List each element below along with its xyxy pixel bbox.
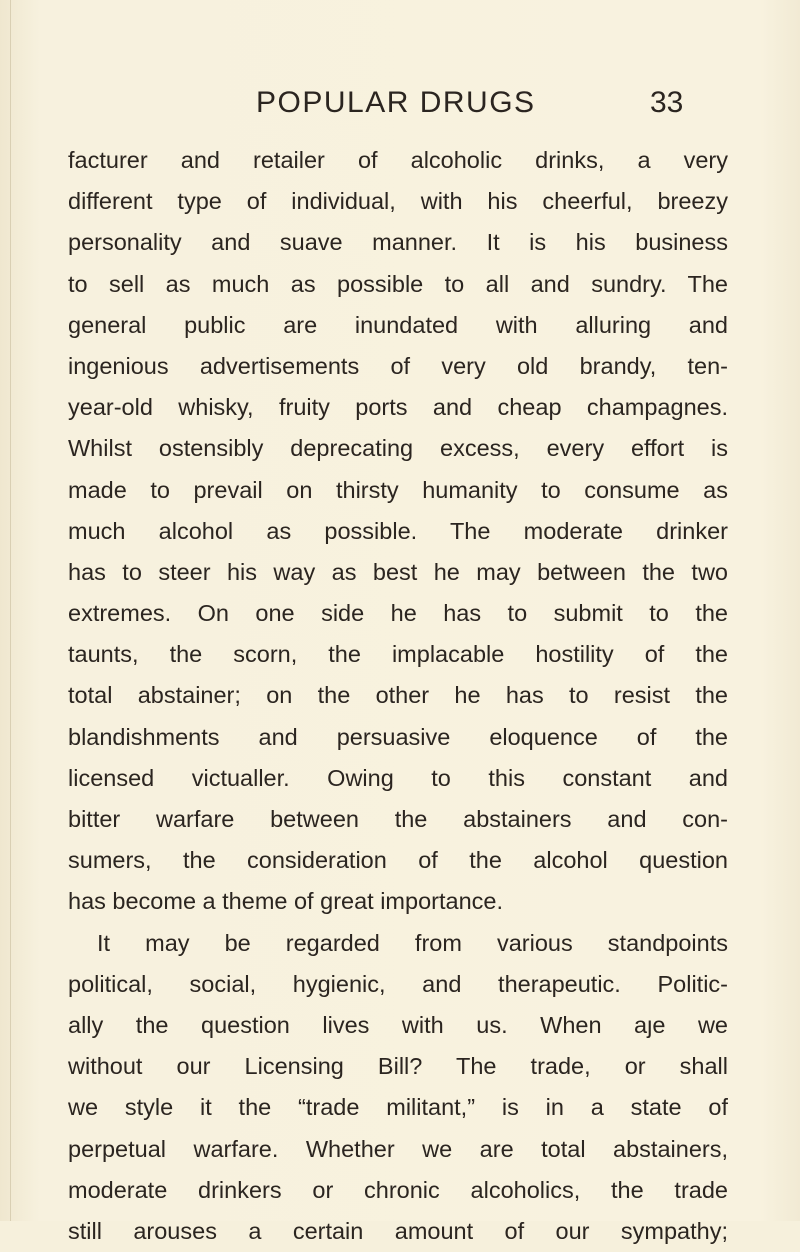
text-line: year-old whisky, fruity ports and cheap champagnes.: [68, 394, 728, 421]
text-line: ingenious advertisements of very old brandy, ten-: [68, 352, 728, 379]
page-number: 33: [650, 86, 684, 119]
text-line: perpetual warfare. Whether we are total abstainers,: [68, 1135, 728, 1162]
text-line: has become a theme of great importance.: [68, 888, 503, 915]
page-edge-line: [10, 0, 11, 1221]
text-line: It may be regarded from various standpoints: [97, 929, 728, 956]
text-line: made to prevail on thirsty humanity to consume as: [68, 476, 728, 503]
text-line: moderate drinkers or chronic alcoholics, the trade: [68, 1176, 728, 1203]
text-line: taunts, the scorn, the implacable hostility of the: [68, 641, 728, 668]
text-line: without our Licensing Bill? The trade, or shall: [68, 1053, 728, 1080]
text-line: licensed victualler. Owing to this constant and: [68, 764, 728, 791]
text-line: much alcohol as possible. The moderate drinker: [68, 517, 728, 544]
text-line: still arouses a certain amount of our sympathy;: [68, 1217, 728, 1244]
text-line: blandishments and persuasive eloquence of the: [68, 723, 728, 750]
text-line: Whilst ostensibly deprecating excess, every effort is: [68, 435, 728, 462]
text-line: general public are inundated with alluring and: [68, 311, 728, 338]
text-line: political, social, hygienic, and therapeutic. Politic-: [68, 970, 728, 997]
text-line: ally the question lives with us. When aȷe we: [68, 1011, 728, 1038]
text-line: to sell as much as possible to all and sundry. The: [68, 270, 728, 297]
body-text: [68, 140, 728, 1252]
running-title: POPULAR DRUGS: [256, 86, 536, 119]
text-line: has to steer his way as best he may between the two: [68, 558, 728, 585]
text-line: sumers, the consideration of the alcohol question: [68, 847, 728, 874]
text-line: total abstainer; on the other he has to resist the: [68, 682, 728, 709]
text-line: extremes. On one side he has to submit to the: [68, 600, 728, 627]
text-line: bitter warfare between the abstainers and con-: [68, 806, 728, 832]
text-line: we style it the “trade militant,” is in a state of: [68, 1094, 728, 1121]
text-line: facturer and retailer of alcoholic drinks, a very: [68, 147, 728, 173]
text-line: different type of individual, with his cheerful, breezy: [68, 188, 728, 215]
text-line: personality and suave manner. It is his business: [68, 229, 728, 256]
page-header: [0, 86, 800, 130]
